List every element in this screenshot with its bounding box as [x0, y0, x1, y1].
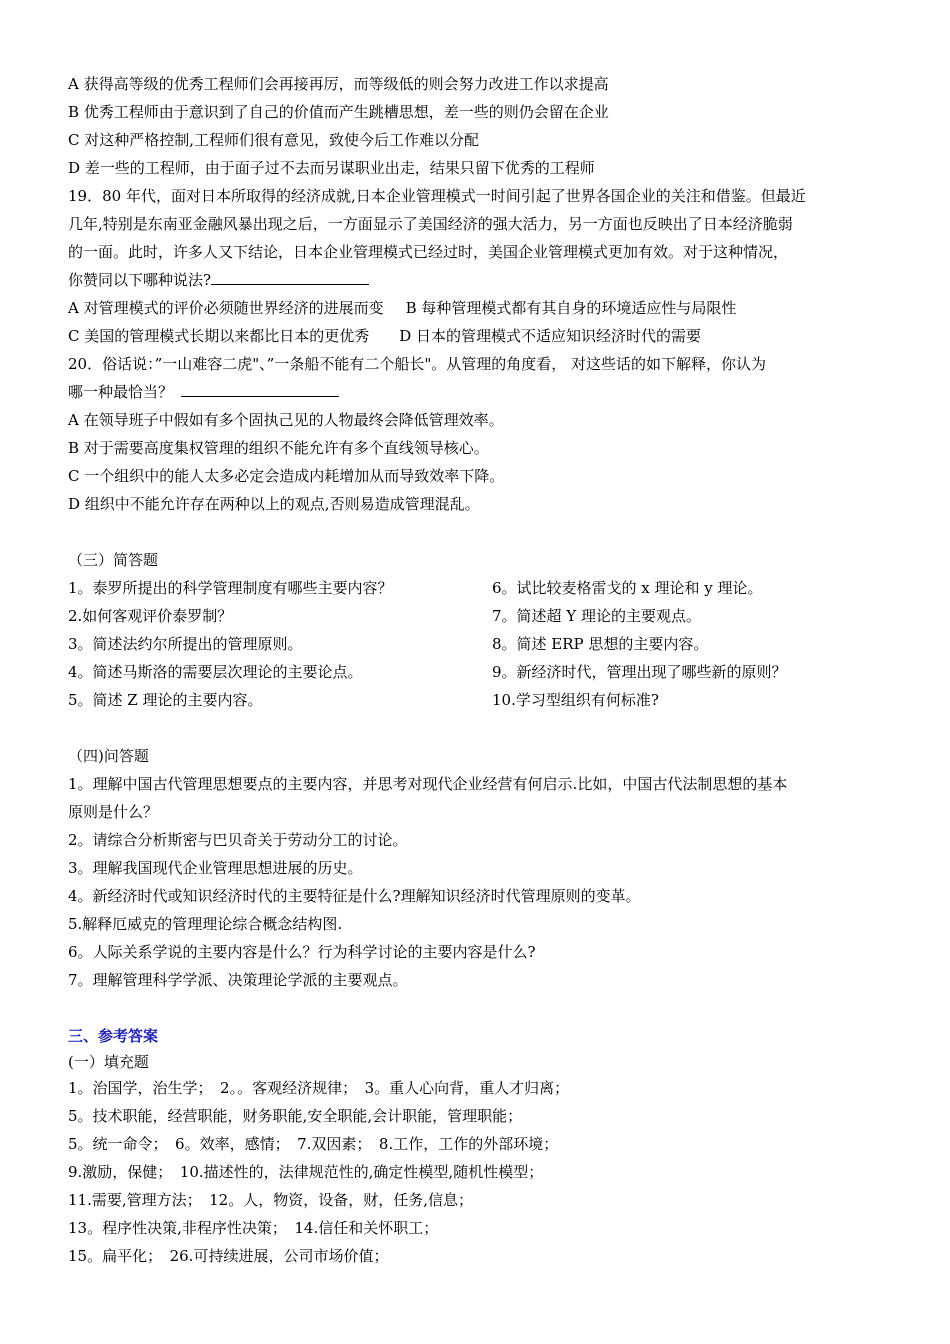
- short-answer-item: 2.如何客观评价泰罗制？: [68, 607, 233, 625]
- q19-stem-line-3: 的一面。此时，许多人又下结论，日本企业管理模式已经过时，美国企业管理模式更加有效。对于这种情况，: [68, 243, 789, 261]
- answer-line: 5。技术职能，经营职能，财务职能,安全职能,会计职能，管理职能；: [68, 1107, 523, 1125]
- essay-item: 4。新经济时代或知识经济时代的主要特征是什么?理解知识经济时代管理原则的变革。: [68, 887, 641, 905]
- spacer: [68, 994, 886, 1022]
- q20-stem-line-1: 20．俗话说：”一山难容二虎"、”一条船不能有二个船长"。从管理的角度看， 对这些话的如下解释，你认为: [68, 355, 766, 373]
- q19-question: 你赞同以下哪种说法?: [68, 271, 212, 289]
- q20-question: 哪一种最恰当？: [68, 383, 174, 401]
- q18-option-d: D 差一些的工程师，由于面子过不去而另谋职业出走，结果只留下优秀的工程师: [68, 159, 595, 177]
- short-answer-right-column: [492, 574, 886, 714]
- answer-line: 13。程序性决策,非程序性决策； 14.信任和关怀职工；: [68, 1219, 439, 1237]
- short-answer-heading: （三）简答题: [68, 551, 159, 569]
- answer-line: 9.激励，保健； 10.描述性的，法律规范性的,确定性模型,随机性模型；: [68, 1163, 544, 1181]
- essay-item: 7。理解管理科学学派、决策理论学派的主要观点。: [68, 971, 408, 989]
- essay-item: 1。理解中国古代管理思想要点的主要内容，并思考对现代企业经营有何启示.比如，中国古代法制思想的基本: [68, 775, 788, 793]
- essay-item: 2。请综合分析斯密与巴贝奇关于劳动分工的讨论。: [68, 831, 408, 849]
- q19-options-row-2: [68, 322, 886, 350]
- answer-blank: [181, 379, 339, 397]
- q18-option-c: C 对这种严格控制,工程师们很有意见，致使今后工作难以分配: [68, 131, 480, 149]
- essay-heading: （四)问答题: [68, 747, 149, 765]
- short-answer-item: 4。简述马斯洛的需要层次理论的主要论点。: [68, 663, 363, 681]
- essay-item: 原则是什么？: [68, 803, 159, 821]
- q20-option-d: D 组织中不能允许存在两种以上的观点,否则易造成管理混乱。: [68, 495, 480, 513]
- essay-item: 6。人际关系学说的主要内容是什么？行为科学讨论的主要内容是什么?: [68, 943, 536, 961]
- short-answer-item: 1。泰罗所提出的科学管理制度有哪些主要内容？: [68, 579, 393, 597]
- document-page: [68, 70, 886, 1270]
- q19-option-c: C 美国的管理模式长期以来都比日本的更优秀: [68, 327, 370, 345]
- short-answer-item: 5。简述 Z 理论的主要内容。: [68, 691, 263, 709]
- q19-stem-line-4: [68, 266, 886, 294]
- q19-option-b: B 每种管理模式都有其自身的环境适应性与局限性: [405, 299, 737, 317]
- short-answer-item: 9。新经济时代，管理出现了哪些新的原则？: [492, 663, 787, 681]
- q19-stem-line-2: 几年,特别是东南亚金融风暴出现之后，一方面显示了美国经济的强大活力，另一方面也反映出了日本经济脆弱: [68, 215, 793, 233]
- q20-option-b: B 对于需要高度集权管理的组织不能允许有多个直线领导核心。: [68, 439, 489, 457]
- q18-option-a: A 获得高等级的优秀工程师们会再接再厉，而等级低的则会努力改进工作以求提高: [68, 75, 609, 93]
- q18-option-b: B 优秀工程师由于意识到了自己的价值而产生跳槽思想，差一些的则仍会留在企业: [68, 103, 609, 121]
- short-answer-left-column: [68, 574, 492, 714]
- spacer: [68, 518, 886, 546]
- short-answer-columns: [68, 574, 886, 714]
- spacer: [68, 714, 886, 742]
- q19-option-d: D 日本的管理模式不适应知识经济时代的需要: [399, 327, 702, 345]
- short-answer-item: 6。试比较麦格雷戈的 x 理论和 y 理论。: [492, 579, 763, 597]
- essay-item: 5.解释厄威克的管理理论综合概念结构图.: [68, 915, 343, 933]
- q20-option-a: A 在领导班子中假如有多个固执己见的人物最终会降低管理效率。: [68, 411, 504, 429]
- q20-stem-line-2: [68, 378, 886, 406]
- answer-line: 5。统一命令； 6。效率，感情； 7.双因素； 8.工作，工作的外部环境；: [68, 1135, 559, 1153]
- q20-option-c: C 一个组织中的能人太多必定会造成内耗增加从而导致效率下降。: [68, 467, 505, 485]
- answers-subheading: (一）填充题: [68, 1053, 149, 1071]
- q19-option-a: A 对管理模式的评价必须随世界经济的进展而变: [68, 299, 384, 317]
- short-answer-item: 7。简述超 Y 理论的主要观点。: [492, 607, 701, 625]
- q19-options-row-1: [68, 294, 886, 322]
- essay-item: 3。理解我国现代企业管理思想进展的历史。: [68, 859, 363, 877]
- answers-heading: 三、参考答案: [68, 1027, 159, 1045]
- short-answer-item: 3。简述法约尔所提出的管理原则。: [68, 635, 303, 653]
- short-answer-item: 10.学习型组织有何标准?: [492, 691, 659, 709]
- answer-blank: [211, 267, 369, 285]
- answer-line: 1。治国学，治生学； 2。。客观经济规律； 3。重人心向背，重人才归离；: [68, 1079, 570, 1097]
- q19-stem-line-1: 19．80 年代，面对日本所取得的经济成就,日本企业管理模式一时间引起了世界各国企业的关注和借鉴。但最近: [68, 187, 806, 205]
- short-answer-item: 8。简述 ERP 思想的主要内容。: [492, 635, 709, 653]
- answer-line: 11.需要,管理方法； 12。人，物资，设备，财，任务,信息；: [68, 1191, 473, 1209]
- answer-line: 15。扁平化； 26.可持续进展，公司市场价值；: [68, 1247, 389, 1265]
